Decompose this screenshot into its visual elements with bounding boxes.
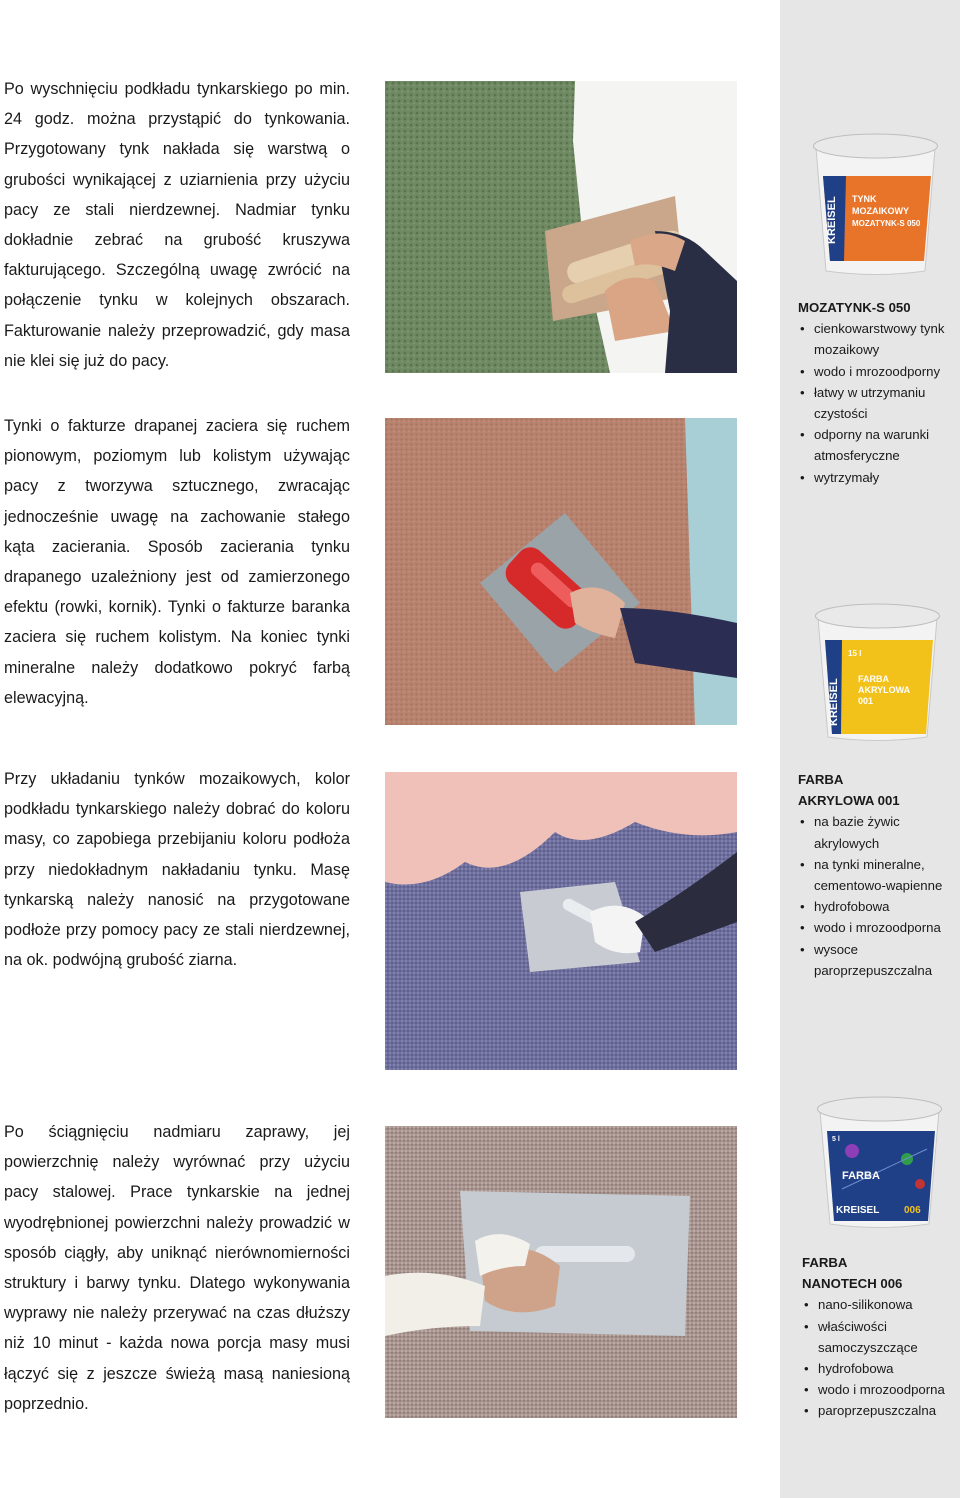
farba-nanotech-feature: • właściwości samoczyszczące xyxy=(802,1316,960,1358)
farba-akrylowa-label-brand: KREISEL xyxy=(828,678,840,726)
photo-plaster-smoothing xyxy=(385,1126,737,1418)
farba-akrylowa-label-line3: 001 xyxy=(858,696,874,706)
farba-nanotech-title-line1: FARBA xyxy=(802,1255,848,1270)
paragraph-scratched-texture: Tynki o fakturze drapanej zaciera się ruchem pionowym, poziomym lub kolistym używając pacy z tworzywa sztucznego, zwracając jednocześnie uwagę na zachowanie stałego kąta zacierania. Sposób zacierania tynku drapanego uzależniony jest od zamierzonego efektu (rowki, kornik). Tynki o fakturze baranka zaciera się ruchem kolistym. Na koniec tynki mineralne należy dodatkowo pokryć farbą elewacyjną. xyxy=(4,417,350,707)
photo-green-wall-trowel xyxy=(385,81,737,373)
mozatynk-label-line2: MOZAIKOWY xyxy=(852,206,909,216)
mozatynk-feature: • cienkowarstwowy tynk mozaikowy xyxy=(798,318,960,360)
farba-akrylowa-feature: • hydrofobowa xyxy=(798,896,960,917)
farba-akrylowa-label-line1: FARBA xyxy=(858,674,889,684)
farba-nanotech-feature: • paroprzepuszczalna xyxy=(802,1400,960,1421)
photo-mosaic-plaster-application xyxy=(385,772,737,1070)
farba-nanotech-label-line2: 006 xyxy=(904,1205,921,1216)
photo-brown-wall-plastic-trowel xyxy=(385,418,737,725)
farba-nanotech-spec xyxy=(802,1252,960,1422)
paragraph-finishing: Po ściągnięciu nadmiaru zaprawy, jej powierzchnię należy wyrównać przy użyciu pacy stalowej. Prace tynkarskie na jednej wyodrębnionej powierzchni należy prowadzić w sposób ciągły, aby uniknąć nierównomierności struktury i barwy tynku. Dlatego wykonywania wyprawy nie należy przerywać na czas dłuższy niż 10 minut - każda nowa porcja masy musi łączyć się z jeszcze świeżą masą naniesioną poprzednio. xyxy=(4,1123,350,1413)
farba-akrylowa-bucket-image xyxy=(810,596,945,742)
farba-nanotech-title-line2: NANOTECH 006 xyxy=(802,1276,903,1292)
farba-akrylowa-feature: • wysoce paroprzepuszczalna xyxy=(798,939,960,981)
farba-akrylowa-feature: • na tynki mineralne, cementowo-wapienne xyxy=(798,854,960,896)
paragraph-plastering-intro: Po wyschnięciu podkładu tynkarskiego po min. 24 godz. można przystąpić do tynkowania. Przygotowany tynk nakłada się warstwą o grubości wynikającej z uziarnienia przy użyciu pacy ze stali nierdzewnej. Nadmiar tynku dokładnie zebrać na grubość kruszywa fakturującego. Szczególną uwagę zwrócić na połączenie tynku w kolejnych obszarach. Fakturowanie należy przeprowadzić, gdy masa nie klei się już do pacy. xyxy=(4,80,350,370)
farba-akrylowa-feature: • wodo i mrozoodporna xyxy=(798,917,960,938)
mozatynk-spec xyxy=(798,297,960,488)
mozatynk-feature: • łatwy w utrzymaniu czystości xyxy=(798,382,960,424)
farba-nanotech-feature: • hydrofobowa xyxy=(802,1358,960,1379)
farba-akrylowa-feature: • na bazie żywic akrylowych xyxy=(798,811,960,853)
mozatynk-feature: • wytrzymały xyxy=(798,467,960,488)
farba-nanotech-label-size: 5 l xyxy=(832,1136,840,1143)
mozatynk-label-brand: KREISEL xyxy=(826,196,838,244)
farba-akrylowa-label-line2: AKRYLOWA xyxy=(858,685,911,695)
mozatynk-bucket-image xyxy=(808,126,943,276)
mozatynk-title: MOZATYNK-S 050 xyxy=(798,300,911,315)
farba-nanotech-feature: • nano-silikonowa xyxy=(802,1294,960,1315)
farba-akrylowa-title-line2: AKRYLOWA 001 xyxy=(798,793,900,809)
paragraph-mosaic-plaster: Przy układaniu tynków mozaikowych, kolor podkładu tynkarskiego należy dobrać do koloru masy, co zapobiega przebijaniu koloru podłoża przy niedokładnym nakładaniu tynku. Masę tynkarską należy nanosić na przygotowane podłoże przy pomocy pacy ze stali nierdzewnej, na ok. podwójną grubość ziarna. xyxy=(4,770,350,970)
mozatynk-feature: • wodo i mrozoodporny xyxy=(798,361,960,382)
farba-akrylowa-label-size: 15 l xyxy=(848,649,862,658)
farba-akrylowa-title-line1: FARBA xyxy=(798,772,844,787)
farba-akrylowa-spec xyxy=(798,769,960,981)
mozatynk-feature: • odporny na warunki atmosferyczne xyxy=(798,424,960,466)
mozatynk-label-line1: TYNK xyxy=(852,194,877,204)
farba-nanotech-label-line1: FARBA xyxy=(842,1170,880,1182)
farba-nanotech-bucket-image xyxy=(812,1089,947,1229)
farba-nanotech-label-brand: KREISEL xyxy=(836,1205,880,1216)
mozatynk-label-line3: MOZATYNK-S 050 xyxy=(852,219,921,228)
farba-nanotech-feature: • wodo i mrozoodporna xyxy=(802,1379,960,1400)
